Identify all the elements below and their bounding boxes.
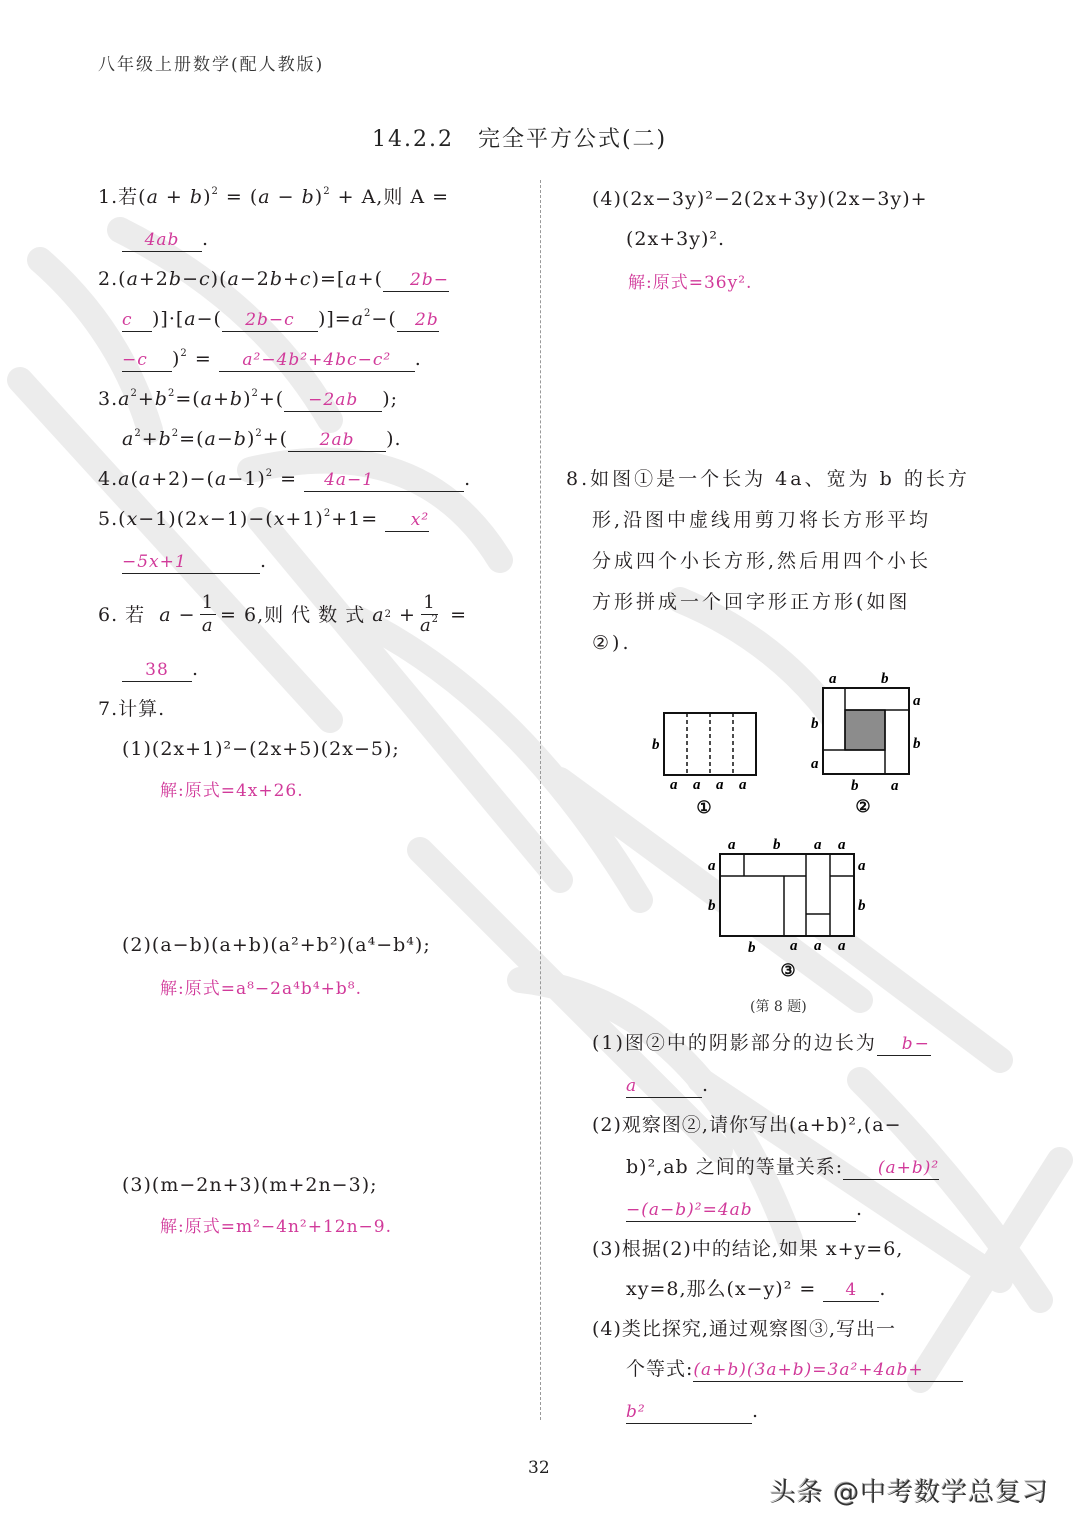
question-7-part-3: (3)(m−2n+3)(m+2n−3); [122, 1174, 378, 1196]
question-8-sub-2: (2)观察图②,请你写出(a+b)²,(a− [592, 1114, 902, 1136]
question-1: 1.若$(a + b)^2 = (a - b)^2 + A$,则 A = [98, 186, 450, 208]
svg-text:a: a [670, 777, 678, 793]
svg-text:a: a [708, 858, 716, 874]
answer-blank[interactable]: x² [385, 508, 429, 532]
question-7-part-2: (2)(a−b)(a+b)(a²+b²)(a⁴−b⁴); [122, 934, 431, 956]
svg-text:b: b [858, 898, 866, 914]
question-8-sub-4: (4)类比探究,通过观察图③,写出一 [592, 1318, 896, 1340]
question-8-stem-line: 分成四个小长方形,然后用四个小长 [592, 550, 932, 572]
answer-blank[interactable]: 2b− [383, 268, 449, 292]
question-2: 2.(a+2b−c)(a−2b+c)=[a+( 2b− [98, 268, 449, 290]
column-divider [540, 180, 541, 1420]
figure-3-diagram [700, 834, 880, 984]
page-number: 32 [528, 1458, 550, 1478]
svg-text:b: b [881, 671, 889, 687]
answer-blank[interactable]: 4a−1 [304, 468, 464, 492]
svg-text:a: a [829, 671, 837, 687]
answer-blank[interactable]: −5x+1 [122, 550, 260, 574]
answer-blank[interactable]: 4ab [122, 228, 202, 252]
svg-text:①: ① [696, 798, 712, 818]
question-8-stem-line: ②). [592, 632, 632, 654]
answer-blank[interactable]: 2ab [288, 428, 386, 452]
question-8-stem-line: 形,沿图中虚线用剪刀将长方形平均 [592, 509, 932, 531]
answer-blank[interactable]: a [626, 1074, 702, 1098]
svg-text:a: a [858, 858, 866, 874]
svg-text:b: b [913, 736, 921, 752]
question-8-stem-line: 方形拼成一个回字形正方形(如图 [592, 591, 911, 613]
question-7-part-4: (4)(2x−3y)²−2(2x+3y)(2x−3y)+ [592, 188, 928, 210]
question-4: $4.a(a+2)-(a-1)^2 = 4a-1$ . [98, 468, 472, 490]
answer-blank[interactable]: −2ab [284, 388, 382, 412]
brand-watermark: 头条 @中考数学总复习 [770, 1478, 1050, 1508]
question-8-sub-2-line3: −(a−b)²=4ab . [626, 1198, 864, 1220]
question-8-stem: 8.如图①是一个长为 4a、宽为 b 的长方 [566, 468, 970, 490]
question-7-part-4-line2: (2x+3y)². [626, 228, 726, 250]
question-7-part-1: (1)(2x+1)²−(2x+5)(2x−5); [122, 738, 400, 760]
figure-2-diagram [805, 668, 930, 818]
answer-blank[interactable]: c [122, 308, 152, 332]
label-b: b [652, 737, 660, 753]
question-5-line2: −5x+1 . [122, 550, 268, 572]
svg-text:a: a [693, 777, 701, 793]
svg-text:b: b [708, 898, 716, 914]
fraction: $\frac{1}{a^2}$ [419, 592, 440, 636]
fraction: $\frac{1}{a}$ [201, 592, 215, 636]
answer-blank[interactable]: −(a−b)²=4ab [626, 1198, 856, 1222]
svg-text:a: a [739, 777, 747, 793]
svg-text:a: a [716, 777, 724, 793]
svg-text:a: a [728, 837, 736, 853]
section-title: 14.2.2 完全平方公式(二) [372, 127, 668, 152]
answer-blank[interactable]: (a+b)² [843, 1156, 939, 1180]
question-6: 6. 若 a − $\frac{1}{a}$ = 6,则 代 数 式 a 2 + $\frac{1}{a^2}$ = [98, 592, 468, 636]
solution-7-3: 解:原式=m²−4n²+12n−9. [160, 1217, 393, 1237]
question-1-answer-line: 4ab . [122, 226, 209, 252]
book-title: 八年级上册数学(配人教版) [98, 55, 325, 75]
question-8-sub-3: (3)根据(2)中的结论,如果 x+y=6, [592, 1238, 904, 1260]
answer-blank[interactable]: (a+b)(3a+b)=3a²+4ab+ [693, 1358, 963, 1382]
question-8-sub-1-line2: a . [626, 1074, 710, 1096]
question-3-line1: $3.a^2+b^2=(a+b)^2+( -2ab$ ); [98, 388, 399, 410]
svg-text:a: a [814, 837, 822, 853]
svg-text:a: a [913, 693, 921, 709]
solution-7-4: 解:原式=36y². [628, 273, 753, 293]
figure-caption: (第 8 题) [750, 999, 807, 1015]
figure-1-diagram [648, 705, 768, 820]
answer-blank[interactable]: b² [626, 1400, 752, 1424]
svg-text:a: a [891, 778, 899, 794]
answer-blank[interactable]: 2b [397, 308, 439, 332]
question-8-sub-2-line2: b)²,ab 之间的等量关系: (a+b)² [626, 1156, 940, 1178]
question-7: 7.计算. [98, 698, 166, 720]
question-6-answer-line: 38 . [122, 656, 199, 682]
svg-text:②: ② [855, 797, 871, 817]
svg-text:b: b [748, 940, 756, 956]
question-8-sub-4-line3: b² . [626, 1400, 760, 1422]
svg-text:b: b [811, 716, 819, 732]
svg-text:b: b [851, 778, 859, 794]
svg-text:a: a [811, 756, 819, 772]
question-2-line2: c )]·[a−( 2b−c )]$=a^2-$( 2b [122, 308, 439, 330]
answer-blank[interactable]: a²−4b²+4bc−c² [219, 348, 415, 372]
svg-text:a: a [814, 938, 822, 954]
answer-blank[interactable]: b− [877, 1032, 931, 1056]
solution-7-1: 解:原式=4x+26. [160, 781, 304, 801]
solution-7-2: 解:原式=a⁸−2a⁴b⁴+b⁸. [160, 979, 362, 999]
answer-blank[interactable]: 2b−c [222, 308, 318, 332]
question-3-line2: $a^2+b^2=(a-b)^2+$( 2ab ). [122, 428, 402, 450]
svg-text:a: a [838, 837, 846, 853]
question-5: $5.(x-1)(2x-1)-(x+1)^2+1= x^2$ [98, 508, 430, 530]
question-8-sub-3-line2: xy=8,那么(x−y)² = 4 . [626, 1278, 887, 1300]
answer-blank[interactable]: −c [122, 348, 172, 372]
svg-text:a: a [838, 938, 846, 954]
svg-text:a: a [790, 938, 798, 954]
question-8-sub-4-line2: 个等式:(a+b)(3a+b)=3a²+4ab+ [626, 1356, 963, 1382]
answer-blank[interactable]: 4 [823, 1278, 879, 1302]
svg-text:b: b [773, 837, 781, 853]
question-2-line3: −c )$^2$ = a²−4b²+4bc−c² . [122, 348, 422, 370]
answer-blank[interactable]: 38 [122, 658, 192, 682]
question-8-sub-1: (1)图②中的阴影部分的边长为 b− [592, 1032, 931, 1054]
svg-text:③: ③ [780, 961, 796, 981]
